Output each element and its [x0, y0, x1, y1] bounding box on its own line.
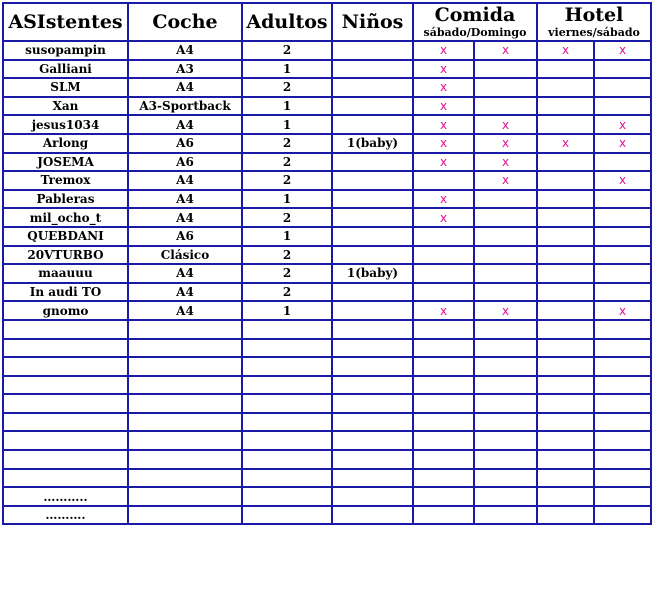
check-mark: x: [501, 173, 510, 188]
empty-cell: [537, 431, 594, 450]
table-row: [3, 78, 651, 97]
empty-cell: [128, 320, 242, 339]
cell-name: Xan: [3, 97, 128, 116]
cell-coche: A3: [128, 60, 242, 79]
empty-cell: [413, 469, 474, 488]
cell-adultos: 2: [242, 78, 332, 97]
empty-row: [3, 357, 651, 376]
header-comida: Comida sábado/Domingo: [413, 3, 537, 41]
empty-cell: [474, 469, 537, 488]
empty-cell: [128, 431, 242, 450]
empty-cell: [242, 413, 332, 432]
cell-name: In audi TO: [3, 283, 128, 302]
empty-cell: [594, 339, 651, 358]
empty-cell: [594, 506, 651, 525]
empty-cell: [128, 487, 242, 506]
empty-cell: [537, 357, 594, 376]
empty-cell: [594, 320, 651, 339]
cell-h2: [594, 60, 651, 79]
cell-c2: [474, 41, 537, 60]
cell-ninos: [332, 301, 413, 320]
check-mark: x: [439, 99, 448, 114]
cell-adultos: 2: [242, 246, 332, 265]
cell-c2: [474, 264, 537, 283]
cell-h1: [537, 301, 594, 320]
cell-coche: Clásico: [128, 246, 242, 265]
table-row: [3, 153, 651, 172]
header-hotel-sub: viernes/sábado: [548, 26, 640, 39]
cell-coche: A4: [128, 264, 242, 283]
empty-row: [3, 469, 651, 488]
table-row: [3, 41, 651, 60]
cell-c1: [413, 264, 474, 283]
empty-row: [3, 431, 651, 450]
cell-c1: [413, 208, 474, 227]
header-comida-sub: sábado/Domingo: [423, 26, 527, 39]
cell-adultos: 2: [242, 41, 332, 60]
check-mark: x: [501, 303, 510, 318]
empty-cell: [474, 431, 537, 450]
check-mark: x: [439, 43, 448, 58]
cell-coche: A4: [128, 78, 242, 97]
empty-cell: [594, 357, 651, 376]
cell-h2: [594, 246, 651, 265]
cell-c2: [474, 115, 537, 134]
empty-cell: [537, 487, 594, 506]
empty-cell: [332, 450, 413, 469]
table-row: [3, 208, 651, 227]
cell-c1: [413, 41, 474, 60]
cell-ninos: [332, 246, 413, 265]
cell-adultos: 2: [242, 208, 332, 227]
cell-h1: [537, 208, 594, 227]
cell-name: SLM: [3, 78, 128, 97]
cell-c1: [413, 190, 474, 209]
empty-cell: [474, 376, 537, 395]
empty-cell: [3, 376, 128, 395]
empty-cell: [594, 413, 651, 432]
cell-adultos: 2: [242, 264, 332, 283]
cell-c1: [413, 171, 474, 190]
cell-adultos: 2: [242, 171, 332, 190]
cell-h1: [537, 264, 594, 283]
header-asistentes: ASIstentes: [3, 3, 128, 41]
cell-c2: [474, 134, 537, 153]
cell-adultos: 1: [242, 301, 332, 320]
cell-name: jesus1034: [3, 115, 128, 134]
header-row: [3, 3, 651, 41]
check-mark: x: [439, 210, 448, 225]
check-mark: x: [439, 136, 448, 151]
cell-ninos: [332, 227, 413, 246]
check-mark: x: [439, 303, 448, 318]
empty-cell: [3, 320, 128, 339]
cell-ninos: [332, 190, 413, 209]
cell-coche: A4: [128, 190, 242, 209]
cell-h1: [537, 41, 594, 60]
cell-adultos: 2: [242, 153, 332, 172]
check-mark: x: [618, 303, 627, 318]
check-mark: x: [439, 61, 448, 76]
cell-c1: [413, 246, 474, 265]
cell-coche: A4: [128, 208, 242, 227]
empty-cell: [594, 431, 651, 450]
cell-h2: [594, 97, 651, 116]
table-row: [3, 115, 651, 134]
empty-cell: [3, 339, 128, 358]
cell-name: Galliani: [3, 60, 128, 79]
cell-name: gnomo: [3, 301, 128, 320]
cell-coche: A4: [128, 115, 242, 134]
cell-h2: [594, 41, 651, 60]
empty-row: [3, 450, 651, 469]
cell-c2: [474, 301, 537, 320]
empty-cell: [128, 506, 242, 525]
cell-h1: [537, 246, 594, 265]
cell-c1: [413, 283, 474, 302]
empty-cell: [413, 394, 474, 413]
cell-h2: [594, 301, 651, 320]
cell-h1: [537, 283, 594, 302]
empty-cell: [594, 469, 651, 488]
empty-row: [3, 413, 651, 432]
cell-adultos: 1: [242, 227, 332, 246]
cell-name: Arlong: [3, 134, 128, 153]
empty-cell: [413, 320, 474, 339]
cell-c1: [413, 301, 474, 320]
empty-cell: [537, 506, 594, 525]
table-row: [3, 246, 651, 265]
check-mark: x: [501, 43, 510, 58]
cell-ninos: [332, 115, 413, 134]
cell-h1: [537, 190, 594, 209]
cell-ninos: [332, 78, 413, 97]
empty-cell: [332, 487, 413, 506]
empty-cell: [413, 487, 474, 506]
empty-row: [3, 339, 651, 358]
cell-ninos: 1(baby): [332, 134, 413, 153]
cell-h1: [537, 227, 594, 246]
table-row: [3, 190, 651, 209]
empty-cell: [594, 487, 651, 506]
table-row: [3, 171, 651, 190]
empty-cell: [332, 413, 413, 432]
empty-cell: [128, 339, 242, 358]
cell-name: Pableras: [3, 190, 128, 209]
cell-h1: [537, 97, 594, 116]
cell-ninos: [332, 171, 413, 190]
cell-c1: [413, 134, 474, 153]
cell-h2: [594, 227, 651, 246]
empty-cell: [242, 357, 332, 376]
cell-c1: [413, 227, 474, 246]
cell-h2: [594, 115, 651, 134]
check-mark: x: [618, 43, 627, 58]
empty-cell: [332, 394, 413, 413]
cell-c2: [474, 208, 537, 227]
cell-name: Tremox: [3, 171, 128, 190]
empty-cell: [413, 506, 474, 525]
cell-c2: [474, 227, 537, 246]
cell-coche: A4: [128, 283, 242, 302]
empty-cell: [413, 339, 474, 358]
empty-cell: [128, 394, 242, 413]
cell-ninos: [332, 60, 413, 79]
cell-name: susopampin: [3, 41, 128, 60]
empty-cell: [3, 431, 128, 450]
empty-cell: [474, 413, 537, 432]
check-mark: x: [439, 192, 448, 207]
empty-cell: [474, 339, 537, 358]
check-mark: x: [501, 136, 510, 151]
empty-cell: [413, 431, 474, 450]
empty-cell: [242, 320, 332, 339]
empty-cell: [594, 450, 651, 469]
empty-cell: [242, 376, 332, 395]
empty-cell: [242, 450, 332, 469]
cell-h2: [594, 283, 651, 302]
empty-cell: [413, 413, 474, 432]
cell-coche: A4: [128, 301, 242, 320]
empty-cell: [242, 431, 332, 450]
empty-cell: [332, 357, 413, 376]
check-mark: x: [439, 117, 448, 132]
cell-coche: A6: [128, 153, 242, 172]
table-row: [3, 97, 651, 116]
empty-cell: [474, 320, 537, 339]
empty-cell: [332, 320, 413, 339]
cell-adultos: 1: [242, 190, 332, 209]
cell-h2: [594, 264, 651, 283]
empty-cell: [413, 376, 474, 395]
cell-h2: [594, 134, 651, 153]
check-mark: x: [618, 136, 627, 151]
empty-cell: [332, 506, 413, 525]
table-row: [3, 60, 651, 79]
cell-coche: A6: [128, 227, 242, 246]
empty-cell: [3, 450, 128, 469]
cell-adultos: 1: [242, 115, 332, 134]
cell-c2: [474, 283, 537, 302]
empty-cell: [537, 320, 594, 339]
cell-h2: [594, 190, 651, 209]
empty-cell: [242, 394, 332, 413]
cell-coche: A4: [128, 171, 242, 190]
header-adultos: Adultos: [242, 3, 332, 41]
cell-h2: [594, 171, 651, 190]
empty-cell: [474, 357, 537, 376]
cell-adultos: 1: [242, 97, 332, 116]
cell-ninos: [332, 41, 413, 60]
empty-cell: [537, 469, 594, 488]
cell-c2: [474, 190, 537, 209]
table-row: [3, 301, 651, 320]
empty-cell: [537, 376, 594, 395]
empty-cell: [537, 339, 594, 358]
empty-row: [3, 394, 651, 413]
cell-coche: A6: [128, 134, 242, 153]
cell-c2: [474, 246, 537, 265]
empty-cell: [594, 376, 651, 395]
empty-cell: [413, 450, 474, 469]
cell-c2: [474, 171, 537, 190]
cell-h1: [537, 115, 594, 134]
trailing-row: [3, 487, 651, 506]
empty-cell: [332, 376, 413, 395]
table-row: [3, 264, 651, 283]
cell-c2: [474, 78, 537, 97]
check-mark: x: [618, 117, 627, 132]
cell-ninos: [332, 283, 413, 302]
cell-ninos: [332, 153, 413, 172]
cell-c2: [474, 60, 537, 79]
empty-cell: [594, 394, 651, 413]
empty-cell: [128, 376, 242, 395]
attendees-table: [2, 2, 652, 525]
cell-coche: A3-Sportback: [128, 97, 242, 116]
ellipsis-cell: ……….: [3, 506, 128, 525]
empty-cell: [3, 413, 128, 432]
cell-h1: [537, 171, 594, 190]
ellipsis-cell: ………..: [3, 487, 128, 506]
empty-cell: [242, 506, 332, 525]
empty-cell: [128, 469, 242, 488]
check-mark: x: [561, 43, 570, 58]
cell-h1: [537, 78, 594, 97]
empty-cell: [128, 450, 242, 469]
empty-cell: [537, 394, 594, 413]
empty-cell: [332, 431, 413, 450]
empty-cell: [413, 357, 474, 376]
cell-h1: [537, 134, 594, 153]
empty-cell: [128, 357, 242, 376]
cell-c1: [413, 97, 474, 116]
empty-cell: [128, 413, 242, 432]
cell-c1: [413, 60, 474, 79]
cell-c2: [474, 153, 537, 172]
table-row: [3, 283, 651, 302]
empty-cell: [474, 394, 537, 413]
empty-cell: [3, 394, 128, 413]
cell-ninos: 1(baby): [332, 264, 413, 283]
cell-name: maauuu: [3, 264, 128, 283]
cell-name: 20VTURBO: [3, 246, 128, 265]
cell-h1: [537, 153, 594, 172]
table-body: [3, 3, 651, 524]
cell-adultos: 2: [242, 134, 332, 153]
empty-cell: [332, 339, 413, 358]
empty-cell: [3, 357, 128, 376]
cell-coche: A4: [128, 41, 242, 60]
empty-cell: [474, 506, 537, 525]
header-coche: Coche: [128, 3, 242, 41]
table-row: [3, 227, 651, 246]
check-mark: x: [618, 173, 627, 188]
cell-name: QUEBDANI: [3, 227, 128, 246]
empty-cell: [332, 469, 413, 488]
empty-cell: [537, 413, 594, 432]
cell-ninos: [332, 97, 413, 116]
check-mark: x: [501, 117, 510, 132]
cell-c1: [413, 153, 474, 172]
cell-h1: [537, 60, 594, 79]
empty-cell: [474, 487, 537, 506]
empty-row: [3, 320, 651, 339]
empty-cell: [242, 469, 332, 488]
empty-row: [3, 376, 651, 395]
cell-c2: [474, 97, 537, 116]
table-row: [3, 134, 651, 153]
check-mark: x: [439, 154, 448, 169]
cell-h2: [594, 78, 651, 97]
cell-h2: [594, 208, 651, 227]
cell-c1: [413, 115, 474, 134]
cell-adultos: 2: [242, 283, 332, 302]
header-hotel: Hotel viernes/sábado: [537, 3, 651, 41]
empty-cell: [3, 469, 128, 488]
check-mark: x: [439, 80, 448, 95]
cell-name: mil_ocho_t: [3, 208, 128, 227]
check-mark: x: [501, 154, 510, 169]
empty-cell: [537, 450, 594, 469]
empty-cell: [242, 339, 332, 358]
cell-adultos: 1: [242, 60, 332, 79]
trailing-row: [3, 506, 651, 525]
cell-h2: [594, 153, 651, 172]
cell-c1: [413, 78, 474, 97]
header-ninos: Niños: [332, 3, 413, 41]
cell-ninos: [332, 208, 413, 227]
empty-cell: [474, 450, 537, 469]
check-mark: x: [561, 136, 570, 151]
cell-name: JOSEMA: [3, 153, 128, 172]
empty-cell: [242, 487, 332, 506]
